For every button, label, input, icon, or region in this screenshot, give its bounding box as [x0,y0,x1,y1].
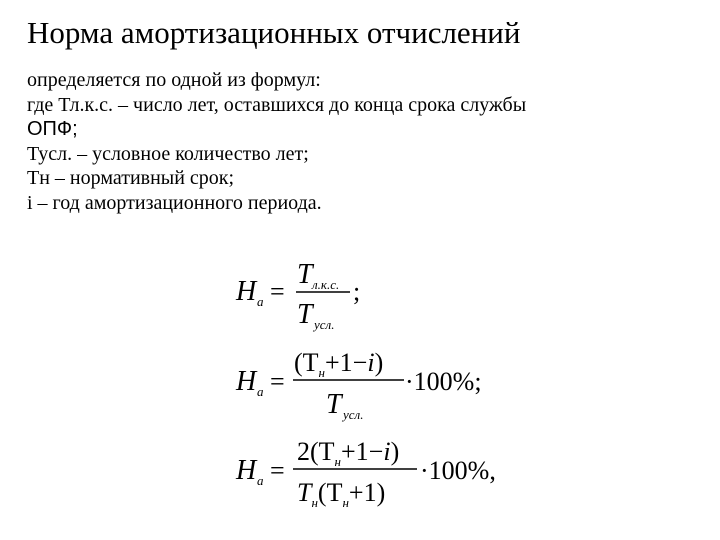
formula-2-num-i: i [367,348,375,377]
formula-2-num-open: (T [294,348,319,377]
formula-3-den-sub: н [342,495,349,510]
formula-3 [235,437,496,510]
formula-3-num-close: ) [390,437,400,466]
formula-2-tail: ·100%; [405,367,482,396]
formula-3-numerator [297,437,399,469]
formula-1-lhs: H [236,276,257,307]
formula-2-lhs: H [236,366,257,397]
formula-1-numerator: T [297,259,313,290]
slide-title: Норма амортизационных отчислений [27,15,521,50]
formula-2 [235,348,482,422]
formula-1-denominator: T [297,299,313,330]
formula-3-den-open: (T [317,478,343,507]
formula-1-equals: = [270,277,285,306]
formula-1-denominator-sub: усл. [314,317,335,332]
formula-3-equals: = [270,456,285,485]
formula-2-num-sub: н [318,365,325,380]
formula-2-numerator [294,348,383,380]
definition-tlks-continuation: ОПФ; [27,118,78,140]
formula-2-equals: = [270,367,285,396]
formula-3-lhs-sub: a [257,473,264,488]
intro-line: определяется по одной из формул: [27,69,321,91]
formula-2-denominator: T [326,389,342,420]
formula-3-num-sub: н [334,454,341,469]
definition-tn: Тн – нормативный срок; [27,167,235,189]
formula-2-num-rest: +1− [325,348,368,377]
definition-tlks: где Тл.к.с. – число лет, оставшихся до конца срока службы [27,93,527,116]
formula-3-num-i: i [383,437,391,466]
formula-2-num-close: ) [374,348,384,377]
formula-3-den-t: T [297,478,312,507]
formula-1 [235,259,360,332]
definition-tusl: Тусл. – условное количество лет; [27,142,309,165]
formula-3-den-rest: +1) [348,478,386,507]
formula-1-lhs-sub: a [257,294,264,309]
formula-3-tail: ·100%, [420,456,496,485]
formula-1-tail: ; [353,277,361,306]
formula-2-denominator-sub: усл. [343,407,364,422]
formula-3-lhs: H [236,455,257,486]
formula-3-num-open: 2(T [297,437,335,466]
formula-1-numerator-sub: л.к.с. [312,277,340,292]
formula-3-den-t-sub: н [311,495,318,510]
formula-3-denominator [297,478,385,510]
formula-3-num-rest: +1− [341,437,384,466]
formula-2-lhs-sub: a [257,384,264,399]
definition-i: i – год амортизационного периода. [27,191,322,214]
